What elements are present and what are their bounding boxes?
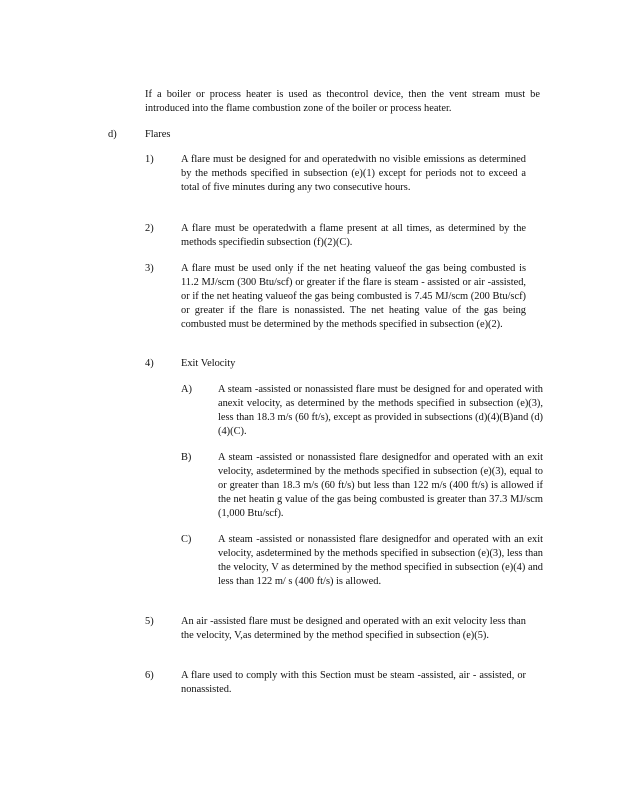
subitem-number: B) (181, 452, 192, 463)
item-text: An air -assisted flare must be designed and operated with an exit velocity less than the velocity, V,as determined by the method specified in subsection (e)(5). (181, 616, 526, 641)
item-text: A flare must be used only if the net heating valueof the gas being combusted is 11.2 MJ/scm (300 Btu/scf) or greater if the flare is steam - assisted or air -assisted, or if the net heating valueof the gas being combusted is 7.45 MJ/scm (200 Btu/scf) or greater if the flare is nonassisted. The net heating value of the gas being combusted must be determined by the methods specified in subsection (e)(2). (181, 263, 526, 330)
section-label: d) (108, 129, 117, 140)
item-text: A flare must be designed for and operatedwith no visible emissions as determined by the methods specified in subsection (e)(1) except for periods not to exceed a total of five minutes during any two consecutive hours. (181, 154, 526, 193)
subitem-text: A steam -assisted or nonassisted flare must be designed for and operated with anexit velocity, as determined by the methods specified in subsection (e)(3), less than 18.3 m/s (60 ft/s), except as provided in subsections (d)(4)(B)and (d)(4)(C). (218, 384, 543, 437)
section-title: Flares (145, 129, 171, 140)
subitem-text: A steam -assisted or nonassisted flare designedfor and operated with an exit velocity, asdetermined by the methods specified in subsection (e)(3), equal to or greater than 18.3 m/s (60 ft/s) but less than 122 m/s (400 ft/s) is allowed if the net heatin g value of the gas being combusted is greater than 37.3 MJ/scm (1,000 Btu/scf). (218, 452, 543, 519)
subitem-number: C) (181, 534, 192, 545)
item-text: A flare used to comply with this Section must be steam -assisted, air - assisted, or nonassisted. (181, 670, 526, 695)
item-heading: Exit Velocity (181, 358, 236, 369)
item-number: 1) (145, 154, 154, 165)
subitem-number: A) (181, 384, 192, 395)
item-number: 2) (145, 223, 154, 234)
item-number: 6) (145, 670, 154, 681)
item-number: 5) (145, 616, 154, 627)
item-text: A flare must be operatedwith a flame present at all times, as determined by the methods specifiedin subsection (f)(2)(C). (181, 223, 526, 248)
item-number: 3) (145, 263, 154, 274)
intro-paragraph: If a boiler or process heater is used as thecontrol device, then the vent stream must be introduced into the flame combustion zone of the boiler or process heater. (145, 89, 540, 114)
item-number: 4) (145, 358, 154, 369)
subitem-text: A steam -assisted or nonassisted flare designedfor and operated with an exit velocity, asdetermined by the methods specified in subsection (e)(3), less than the velocity, V as determined by the method specified in subsection (e)(4) and less than 122 m/ s (400 ft/s) is allowed. (218, 534, 543, 587)
